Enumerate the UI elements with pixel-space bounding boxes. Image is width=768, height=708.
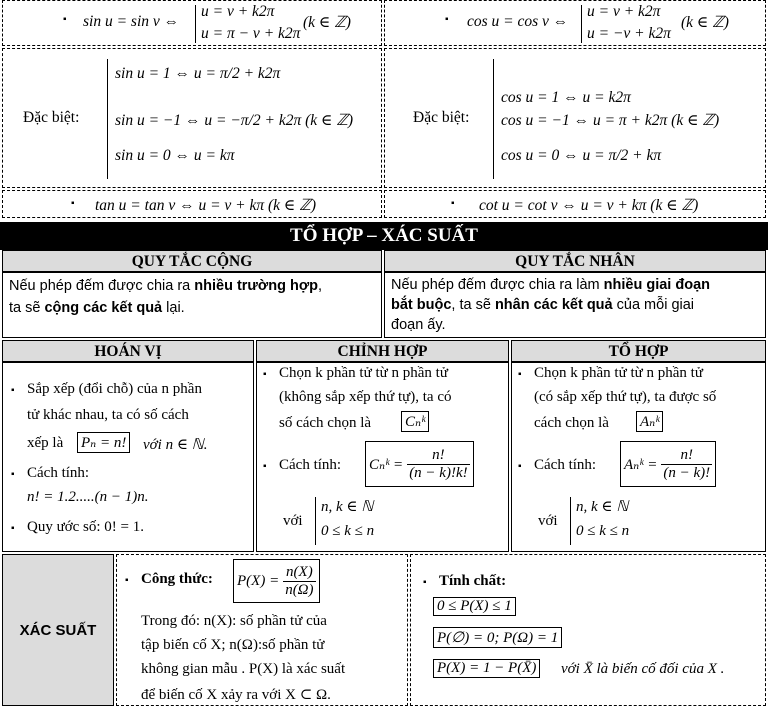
cos-case-2: u = −v + k2π — [587, 25, 671, 42]
probability-label-cell — [2, 554, 114, 706]
comb-numerator: n! — [661, 447, 712, 465]
arr-line-2: (không sắp xếp thứ tự), ta có — [279, 389, 452, 405]
prob-where-3: không gian mẫu . P(X) là xác suất — [141, 661, 346, 677]
bullet-icon: ▪ — [11, 469, 15, 480]
property-1-box: 0 ≤ P(X) ≤ 1 — [433, 597, 516, 616]
prob-where-4: để biến cố X xảy ra với X ⊂ Ω. — [141, 687, 331, 703]
brace — [493, 59, 494, 179]
comb-with: với — [538, 513, 558, 529]
perm-line-5: n! = 1.2.....(n − 1)n. — [27, 489, 149, 505]
prob-fraction — [283, 564, 315, 599]
permutation-header: HOÁN VỊ — [2, 340, 254, 362]
perm-formula-box: Pₙ = n! — [77, 432, 130, 453]
comb-line-4: Cách tính: — [534, 457, 597, 473]
mul-rule-header: QUY TẮC NHÂN — [384, 250, 766, 272]
bullet-icon: ▪ — [451, 198, 455, 209]
sin-case-2: u = π − v + k2π — [201, 25, 301, 42]
sin-equation-cell — [2, 0, 382, 46]
add-rule-body — [2, 272, 382, 338]
permutation-body — [2, 362, 254, 552]
arr-formula-lhs: Cₙᵏ = — [369, 456, 404, 473]
text: đoạn ấy. — [391, 317, 446, 333]
perm-line-3a: xếp là — [27, 435, 64, 451]
brace — [570, 497, 571, 545]
cos-condition: (k ∈ ℤ) — [681, 14, 729, 31]
perm-line-3b: với n ∈ ℕ. — [143, 437, 208, 453]
cos-special-1: cos u = 1 ⇔ u = k2π — [501, 89, 631, 106]
comb-cond-2: 0 ≤ k ≤ n — [576, 523, 630, 539]
special-label: Đặc biệt: — [413, 109, 470, 126]
sin-equation: sin u = sin v ⇔ — [83, 13, 180, 30]
bullet-icon: ▪ — [263, 369, 267, 380]
bold-text: bắt buộc — [391, 297, 452, 313]
combination-header: TỔ HỢP — [511, 340, 766, 362]
probability-formula-box — [233, 559, 320, 603]
arr-formula-box — [365, 441, 474, 487]
comb-denominator: (n − k)! — [663, 464, 711, 481]
sin-special-cell — [2, 48, 382, 188]
text: , — [318, 278, 323, 294]
probability-label: XÁC SUẤT — [19, 621, 97, 639]
tan-equation: tan u = tan v ⇔ u = v + kπ (k ∈ ℤ) — [95, 197, 316, 214]
prob-where-2: tập biến cố X; n(Ω):số phần tử — [141, 637, 325, 653]
comb-line-2: (có sắp xếp thứ tự), ta được số — [534, 389, 717, 405]
mul-rule-body — [384, 272, 766, 338]
arrangement-header: CHỈNH HỢP — [256, 340, 509, 362]
bullet-icon: ▪ — [71, 198, 75, 209]
text: Nếu phép đếm được chia ra — [9, 278, 195, 294]
sin-special-3: sin u = 0 ⇔ u = kπ — [115, 147, 235, 164]
bullet-icon: ▪ — [11, 385, 15, 396]
special-label: Đặc biệt: — [23, 109, 80, 126]
arr-fraction — [407, 447, 469, 482]
probability-properties-cell — [410, 554, 766, 706]
perm-line-1: Sắp xếp (đổi chỗ) của n phần — [27, 381, 202, 397]
properties-title: Tính chất: — [439, 573, 507, 589]
comb-formula-box — [620, 441, 716, 487]
add-rule-header: QUY TẮC CỘNG — [2, 250, 382, 272]
brace — [315, 497, 316, 545]
property-2-box: P(∅) = 0; P(Ω) = 1 — [433, 627, 562, 648]
prob-where-1: Trong đó: n(X): số phần tử của — [141, 613, 327, 629]
comb-line-3: cách chọn là — [534, 415, 609, 431]
cos-special-3: cos u = 0 ⇔ u = π/2 + kπ — [501, 147, 662, 164]
text: của mỗi giai — [612, 297, 695, 313]
bold-text: cộng các kết quả — [44, 300, 163, 316]
cos-equation-cell — [384, 0, 766, 46]
bold-text: nhiều trường hợp — [194, 278, 319, 294]
arr-with: với — [283, 513, 303, 529]
property-3-tail: với X̄ là biến cố đối của X . — [561, 661, 725, 677]
perm-line-6: Quy ước số: 0! = 1. — [27, 519, 145, 535]
tan-equation-cell — [2, 190, 382, 218]
section-title: TỔ HỢP – XÁC SUẤT — [0, 222, 768, 250]
brace — [107, 59, 108, 179]
prob-formula-lhs: P(X) = — [237, 572, 280, 589]
bullet-icon: ▪ — [125, 575, 129, 586]
bold-text: nhân các kết quả — [494, 297, 613, 313]
prob-numerator: n(X) — [283, 564, 315, 582]
sin-case-1: u = v + k2π — [201, 3, 275, 20]
arr-line-1: Chọn k phần tử từ n phần tử — [279, 365, 448, 381]
comb-formula-lhs: Aₙᵏ = — [624, 456, 658, 473]
arr-cond-1: n, k ∈ ℕ — [321, 499, 374, 515]
bullet-icon: ▪ — [518, 461, 522, 472]
perm-line-4: Cách tính: — [27, 465, 90, 481]
bullet-icon: ▪ — [518, 369, 522, 380]
arr-line-3: số cách chọn là — [279, 415, 372, 431]
arr-cond-2: 0 ≤ k ≤ n — [321, 523, 375, 539]
combination-body — [511, 362, 766, 552]
bullet-icon: ▪ — [445, 14, 449, 25]
bullet-icon: ▪ — [11, 523, 15, 534]
formula-title: Công thức: — [141, 571, 213, 587]
property-3-box: P(X) = 1 − P(X̄) — [433, 659, 540, 678]
probability-formula-cell — [116, 554, 408, 706]
perm-line-2: tử khác nhau, ta có số cách — [27, 407, 189, 423]
bold-text: nhiều giai đoạn — [603, 277, 710, 293]
comb-line-1: Chọn k phần tử từ n phần tử — [534, 365, 703, 381]
bullet-icon: ▪ — [423, 577, 427, 588]
arr-count-box: Cₙᵏ — [401, 411, 429, 432]
cos-equation: cos u = cos v ⇔ — [467, 13, 569, 30]
bullet-icon: ▪ — [63, 14, 67, 25]
comb-fraction — [661, 447, 712, 482]
text: lại. — [162, 300, 185, 316]
text: ta sẽ — [9, 300, 45, 316]
prob-denominator: n(Ω) — [285, 581, 314, 598]
brace — [581, 5, 582, 43]
cos-special-cell — [384, 48, 766, 188]
cos-case-1: u = v + k2π — [587, 3, 661, 20]
cot-equation: cot u = cot v ⇔ u = v + kπ (k ∈ ℤ) — [479, 197, 699, 214]
sin-special-1: sin u = 1 ⇔ u = π/2 + k2π — [115, 65, 281, 82]
comb-count-box: Aₙᵏ — [636, 411, 663, 432]
arr-numerator: n! — [407, 447, 469, 465]
sin-condition: (k ∈ ℤ) — [303, 14, 351, 31]
text: , ta sẽ — [451, 297, 495, 313]
sin-special-2: sin u = −1 ⇔ u = −π/2 + k2π (k ∈ ℤ) — [115, 112, 354, 129]
comb-cond-1: n, k ∈ ℕ — [576, 499, 629, 515]
cot-equation-cell — [384, 190, 766, 218]
brace — [195, 5, 196, 43]
arr-denominator: (n − k)!k! — [409, 464, 468, 481]
cos-special-2: cos u = −1 ⇔ u = π + k2π (k ∈ ℤ) — [501, 112, 720, 129]
bullet-icon: ▪ — [263, 461, 267, 472]
arr-line-4: Cách tính: — [279, 457, 342, 473]
text: Nếu phép đếm được chia ra làm — [391, 277, 604, 293]
arrangement-body — [256, 362, 509, 552]
